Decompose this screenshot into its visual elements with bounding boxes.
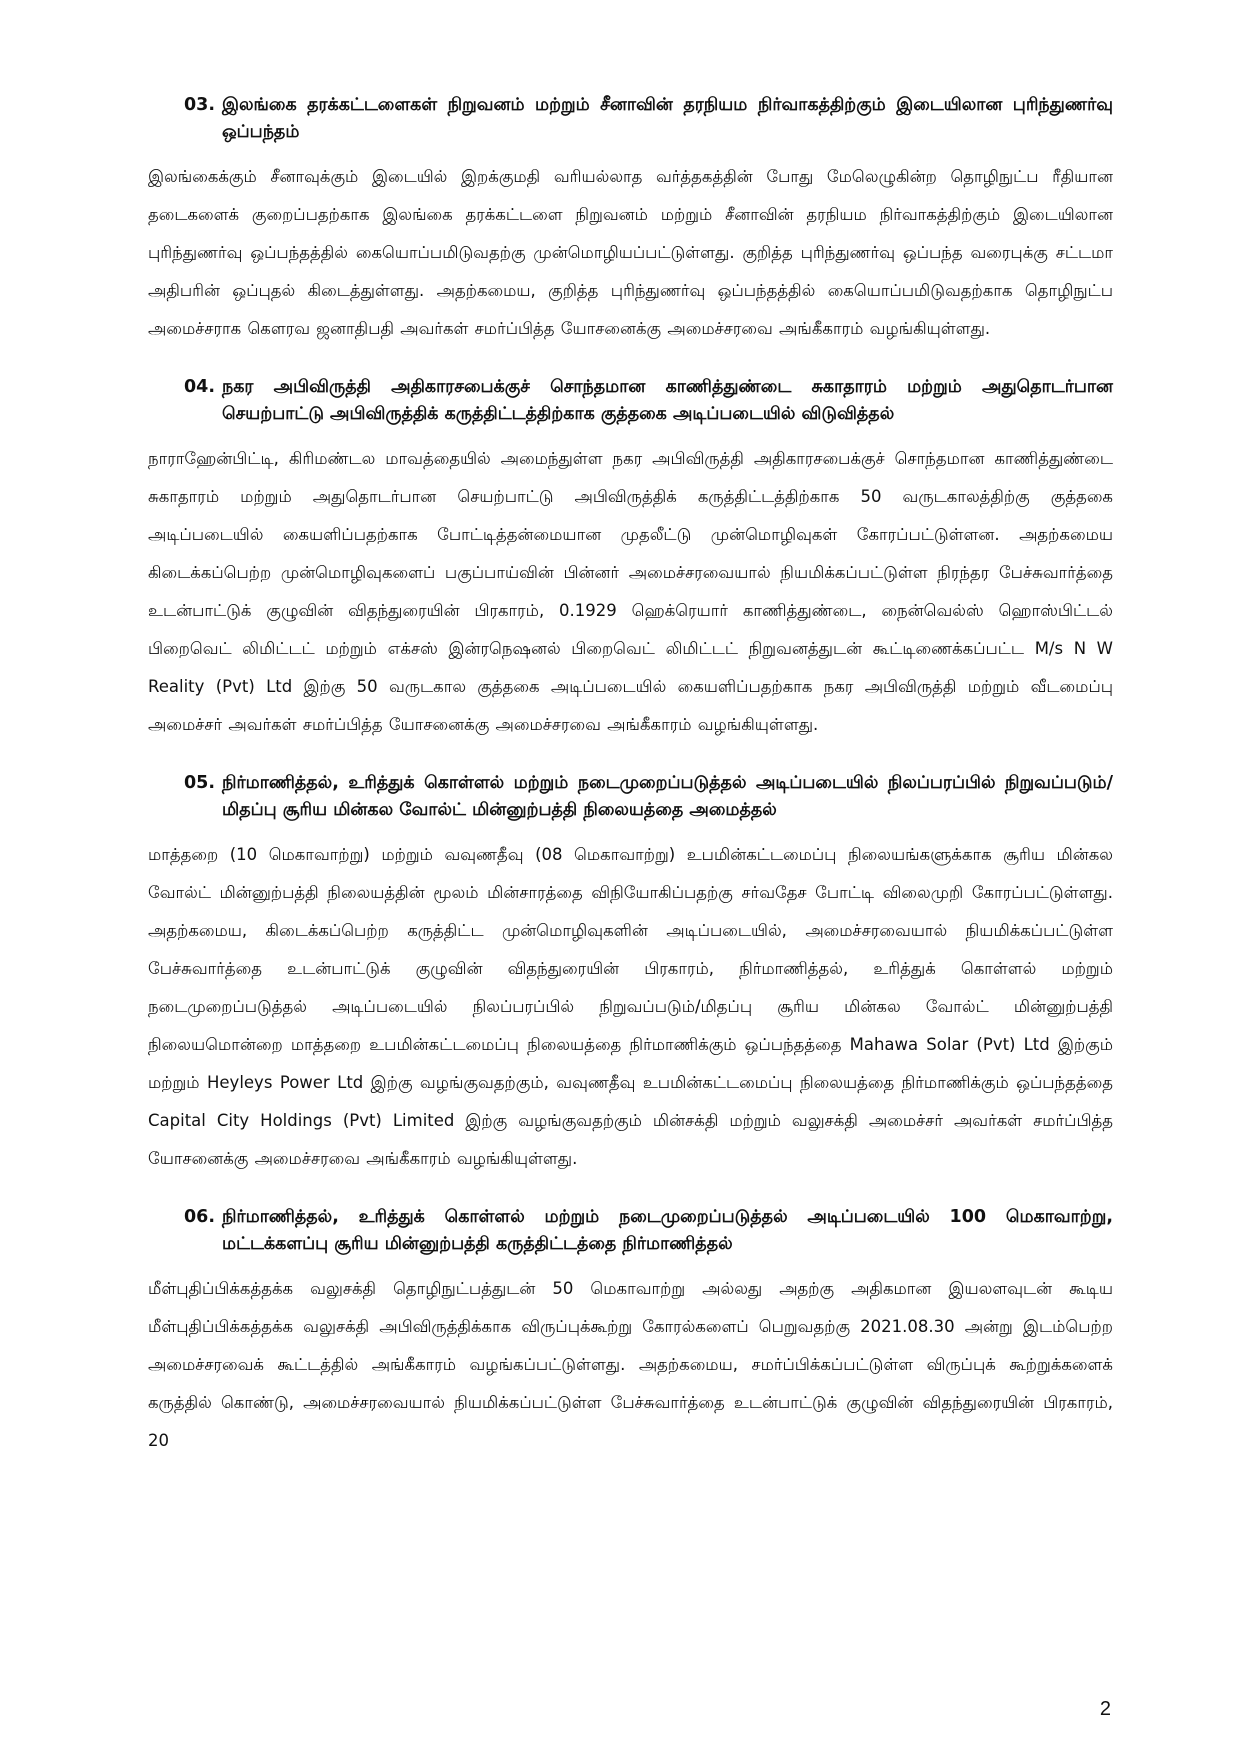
section-body: மீள்புதிப்பிக்கத்தக்க வலுசக்தி தொழிநுட்பத்துடன் 50 மெகாவாற்று அல்லது அதற்கு அதிகமான இயலளவுடன் கூடிய மீள்புதிப்பிக்கத்தக்க வலுசக்தி அபிவிருத்திக்காக விருப்புக்கூற்று கோரல்களைப் பெறுவதற்கு 2021.08.30 அன்று இடம்பெற்ற அமைச்சரவைக் கூட்டத்தில் அங்கீகாரம் வழங்கப்பட்டுள்ளது. அதற்கமைய, சமர்ப்பிக்கப்பட்டுள்ள விருப்புக் கூற்றுக்களைக் கருத்தில் கொண்டு, அமைச்சரவையால் நியமிக்கப்பட்டுள்ள பேச்சுவார்த்தை உடன்பாட்டுக் குழுவின் விதந்துரையின் பிரகாரம், 20 bbox=[148, 1279, 1113, 1450]
section-body: நாராஹேன்பிட்டி, கிரிமண்டல மாவத்தையில் அமைந்துள்ள நகர அபிவிருத்தி அதிகாரசபைக்குச் சொந்தமான காணித்துண்டை சுகாதாரம் மற்றும் அதுதொடர்பான செயற்பாட்டு அபிவிருத்திக் கருத்திட்டத்திற்காக 50 வருடகாலத்திற்கு குத்தகை அடிப்படையில் கையளிப்பதற்காக போட்டித்தன்மையான முதலீட்டு முன்மொழிவுகள் கோரப்பட்டுள்ளன. அதற்கமைய கிடைக்கப்பெற்ற முன்மொழிவுகளைப் பகுப்பாய்வின் பின்னர் அமைச்சரவையால் நியமிக்கப்பட்டுள்ள நிரந்தர பேச்சுவார்த்தை உடன்பாட்டுக் குழுவின் விதந்துரையின் பிரகாரம், 0.1929 ஹெக்ரெயார் காணித்துண்டை, நைன்வெல்ஸ் ஹொஸ்பிட்டல் பிறைவெட் லிமிட்டட் மற்றும் எக்சஸ் இன்ரநெஷனல் பிறைவெட் லிமிட்டட் நிறுவனத்துடன் கூட்டிணைக்கப்பட்ட M/s N W Reality (Pvt) Ltd இற்கு 50 வருடகால குத்தகை அடிப்படையில் கையளிப்பதற்காக நகர அபிவிருத்தி மற்றும் வீடமைப்பு அமைச்சர் அவர்கள் சமர்ப்பித்த யோசனைக்கு அமைச்சரவை அங்கீகாரம் வழங்கியுள்ளது. bbox=[148, 449, 1113, 734]
section-number: 05. bbox=[184, 773, 216, 793]
section-title: நிர்மாணித்தல், உரித்துக் கொள்ளல் மற்றும் நடைமுறைப்படுத்தல் அடிப்படையில் நிலப்பரப்பில் நிறுவப்படும்/மிதப்பு சூரிய மின்கல வோல்ட் மின்னுற்பத்தி நிலையத்தை அமைத்தல் bbox=[222, 773, 1113, 820]
section-05 bbox=[148, 770, 1113, 1178]
section-heading bbox=[184, 374, 1113, 428]
section-number: 04. bbox=[184, 377, 216, 397]
section-body: மாத்தறை (10 மெகாவாற்று) மற்றும் வவுணதீவு (08 மெகாவாற்று) உபமின்கட்டமைப்பு நிலையங்களுக்காக சூரிய மின்கல வோல்ட் மின்னுற்பத்தி நிலையத்தின் மூலம் மின்சாரத்தை விநியோகிப்பதற்கு சர்வதேச போட்டி விலைமுறி கோரப்பட்டுள்ளது. அதற்கமைய, கிடைக்கப்பெற்ற கருத்திட்ட முன்மொழிவுகளின் அடிப்படையில், அமைச்சரவையால் நியமிக்கப்பட்டுள்ள பேச்சுவார்த்தை உடன்பாட்டுக் குழுவின் விதந்துரையின் பிரகாரம், நிர்மாணித்தல், உரித்துக் கொள்ளல் மற்றும் நடைமுறைப்படுத்தல் அடிப்படையில் நிலப்பரப்பில் நிறுவப்படும்/மிதப்பு சூரிய மின்கல வோல்ட் மின்னுற்பத்தி நிலையமொன்றை மாத்தறை உபமின்கட்டமைப்பு நிலையத்தை நிர்மாணிக்கும் ஒப்பந்தத்தை Mahawa Solar (Pvt) Ltd இற்கும் மற்றும் Heyleys Power Ltd இற்கு வழங்குவதற்கும், வவுணதீவு உபமின்கட்டமைப்பு நிலையத்தை நிர்மாணிக்கும் ஒப்பந்தத்தை Capital City Holdings (Pvt) Limited இற்கு வழங்குவதற்கும் மின்சக்தி மற்றும் வலுசக்தி அமைச்சர் அவர்கள் சமர்ப்பித்த யோசனைக்கு அமைச்சரவை அங்கீகாரம் வழங்கியுள்ளது. bbox=[148, 845, 1113, 1168]
section-heading bbox=[184, 770, 1113, 824]
section-title: நகர அபிவிருத்தி அதிகாரசபைக்குச் சொந்தமான காணித்துண்டை சுகாதாரம் மற்றும் அதுதொடர்பான செயற்பாட்டு அபிவிருத்திக் கருத்திட்டத்திற்காக குத்தகை அடிப்படையில் விடுவித்தல் bbox=[222, 377, 1113, 424]
section-04 bbox=[148, 374, 1113, 744]
section-heading bbox=[184, 92, 1113, 146]
section-03 bbox=[148, 92, 1113, 348]
section-number: 06. bbox=[184, 1207, 216, 1227]
section-title: இலங்கை தரக்கட்டளைகள் நிறுவனம் மற்றும் சீனாவின் தரநியம நிர்வாகத்திற்கும் இடையிலான புரிந்துணர்வு ஒப்பந்தம் bbox=[222, 95, 1113, 142]
page-number: 2 bbox=[1099, 1698, 1111, 1720]
section-number: 03. bbox=[184, 95, 216, 115]
section-body: இலங்கைக்கும் சீனாவுக்கும் இடையில் இறக்குமதி வரியல்லாத வர்த்தகத்தின் போது மேலெழுகின்ற தொழிநுட்ப ரீதியான தடைகளைக் குறைப்பதற்காக இலங்கை தரக்கட்டளை நிறுவனம் மற்றும் சீனாவின் தரநியம நிர்வாகத்திற்கும் இடையிலான புரிந்துணர்வு ஒப்பந்தத்தில் கையொப்பமிடுவதற்கு முன்மொழியப்பட்டுள்ளது. குறித்த புரிந்துணர்வு ஒப்பந்த வரைபுக்கு சட்டமா அதிபரின் ஒப்புதல் கிடைத்துள்ளது. அதற்கமைய, குறித்த புரிந்துணர்வு ஒப்பந்தத்தில் கையொப்பமிடுவதற்காக தொழிநுட்ப அமைச்சராக கௌரவ ஜனாதிபதி அவர்கள் சமர்ப்பித்த யோசனைக்கு அமைச்சரவை அங்கீகாரம் வழங்கியுள்ளது. bbox=[148, 167, 1113, 338]
section-title: நிர்மாணித்தல், உரித்துக் கொள்ளல் மற்றும் நடைமுறைப்படுத்தல் அடிப்படையில் 100 மெகாவாற்று, மட்டக்களப்பு சூரிய மின்னுற்பத்தி கருத்திட்டத்தை நிர்மாணித்தல் bbox=[222, 1207, 1113, 1254]
section-06 bbox=[148, 1204, 1113, 1460]
section-heading bbox=[184, 1204, 1113, 1258]
